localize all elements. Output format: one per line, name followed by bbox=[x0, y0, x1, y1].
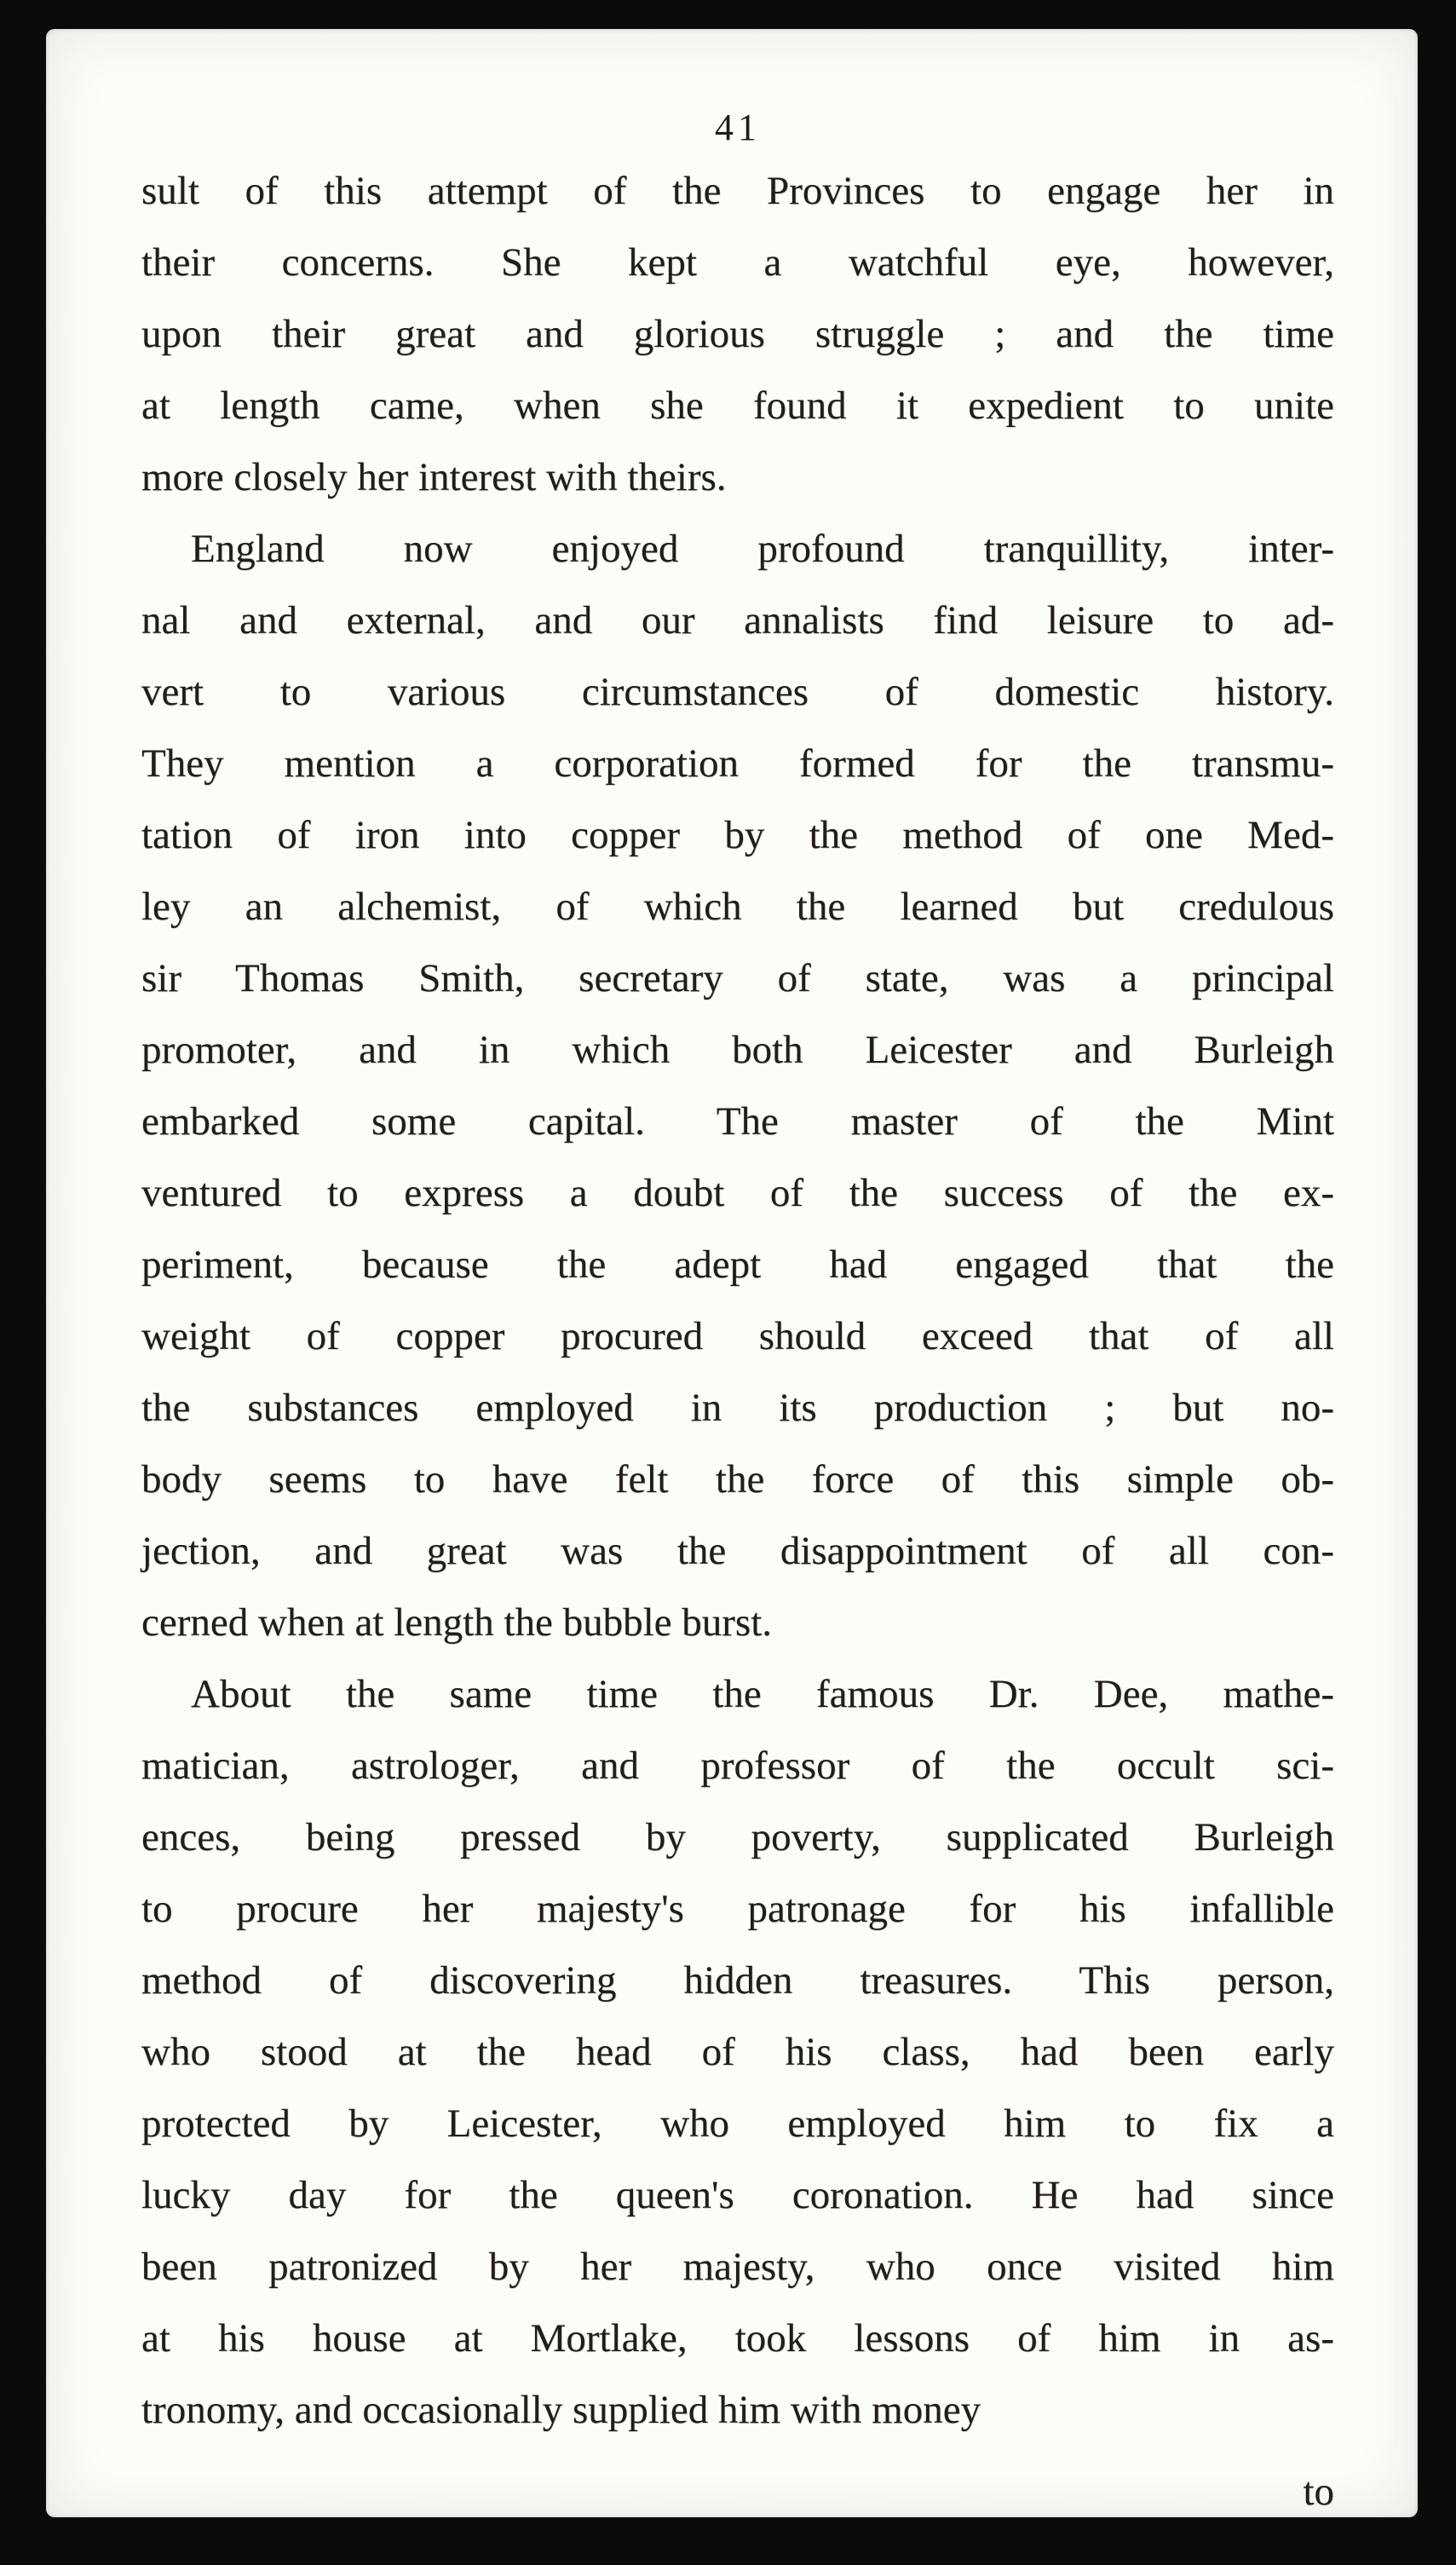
text-line: sir Thomas Smith, secretary of state, was a principal bbox=[141, 956, 1334, 1000]
text-line: at his house at Mortlake, took lessons of him in as- bbox=[141, 2316, 1334, 2360]
text-line: at length came, when she found it expedient to unite bbox=[141, 383, 1334, 428]
text-line: nal and external, and our annalists find leisure to ad- bbox=[141, 598, 1334, 643]
text-line: ley an alchemist, of which the learned but credulous bbox=[141, 885, 1334, 929]
page-number: 41 bbox=[715, 107, 761, 148]
text-line: promoter, and in which both Leicester and Burleigh bbox=[141, 1028, 1334, 1072]
text-line: their concerns. She kept a watchful eye, however, bbox=[141, 240, 1334, 285]
text-line: sult of this attempt of the Provinces to engage her in bbox=[141, 169, 1334, 213]
paragraph bbox=[141, 155, 1334, 513]
text-line: embarked some capital. The master of the Mint bbox=[141, 1099, 1334, 1144]
text-line: the substances employed in its production ; but no- bbox=[141, 1386, 1334, 1430]
text-line: who stood at the head of his class, had been early bbox=[141, 2030, 1334, 2074]
page-text bbox=[141, 155, 1334, 2446]
text-line: jection, and great was the disappointment of all con- bbox=[141, 1529, 1334, 1573]
text-line: About the same time the famous Dr. Dee, mathe- bbox=[191, 1672, 1334, 1716]
text-line: weight of copper procured should exceed that of all bbox=[141, 1314, 1334, 1358]
paragraph bbox=[141, 513, 1334, 1658]
text-line: ences, being pressed by poverty, supplicated Burleigh bbox=[141, 1815, 1334, 1859]
text-line: to procure her majesty's patronage for his infallible bbox=[141, 1887, 1334, 1931]
text-line: tation of iron into copper by the method of one Med- bbox=[141, 813, 1334, 857]
text-line: protected by Leicester, who employed him to fix a bbox=[141, 2101, 1334, 2146]
text-line: lucky day for the queen's coronation. He had since bbox=[141, 2173, 1334, 2217]
catchword: to bbox=[1303, 2470, 1334, 2514]
text-line: ventured to express a doubt of the success of the ex- bbox=[141, 1171, 1334, 1215]
text-line: They mention a corporation formed for the transmu- bbox=[141, 741, 1334, 786]
text-line: method of discovering hidden treasures. This person, bbox=[141, 1958, 1334, 2003]
paragraph bbox=[141, 1658, 1334, 2446]
text-line: vert to various circumstances of domestic history. bbox=[141, 670, 1334, 714]
text-line: cerned when at length the bubble burst. bbox=[141, 1600, 773, 1645]
text-line: tronomy, and occasionally supplied him with money bbox=[141, 2388, 981, 2432]
text-line: England now enjoyed profound tranquillity, inter- bbox=[191, 527, 1334, 571]
text-line: been patronized by her majesty, who once visited him bbox=[141, 2245, 1334, 2289]
text-line: upon their great and glorious struggle ; and the time bbox=[141, 312, 1334, 356]
text-line: body seems to have felt the force of this simple ob- bbox=[141, 1457, 1334, 1502]
book-page bbox=[46, 29, 1418, 2517]
text-line: periment, because the adept had engaged that the bbox=[141, 1242, 1334, 1287]
text-line: matician, astrologer, and professor of the occult sci- bbox=[141, 1744, 1334, 1788]
text-line: more closely her interest with theirs. bbox=[141, 455, 727, 499]
